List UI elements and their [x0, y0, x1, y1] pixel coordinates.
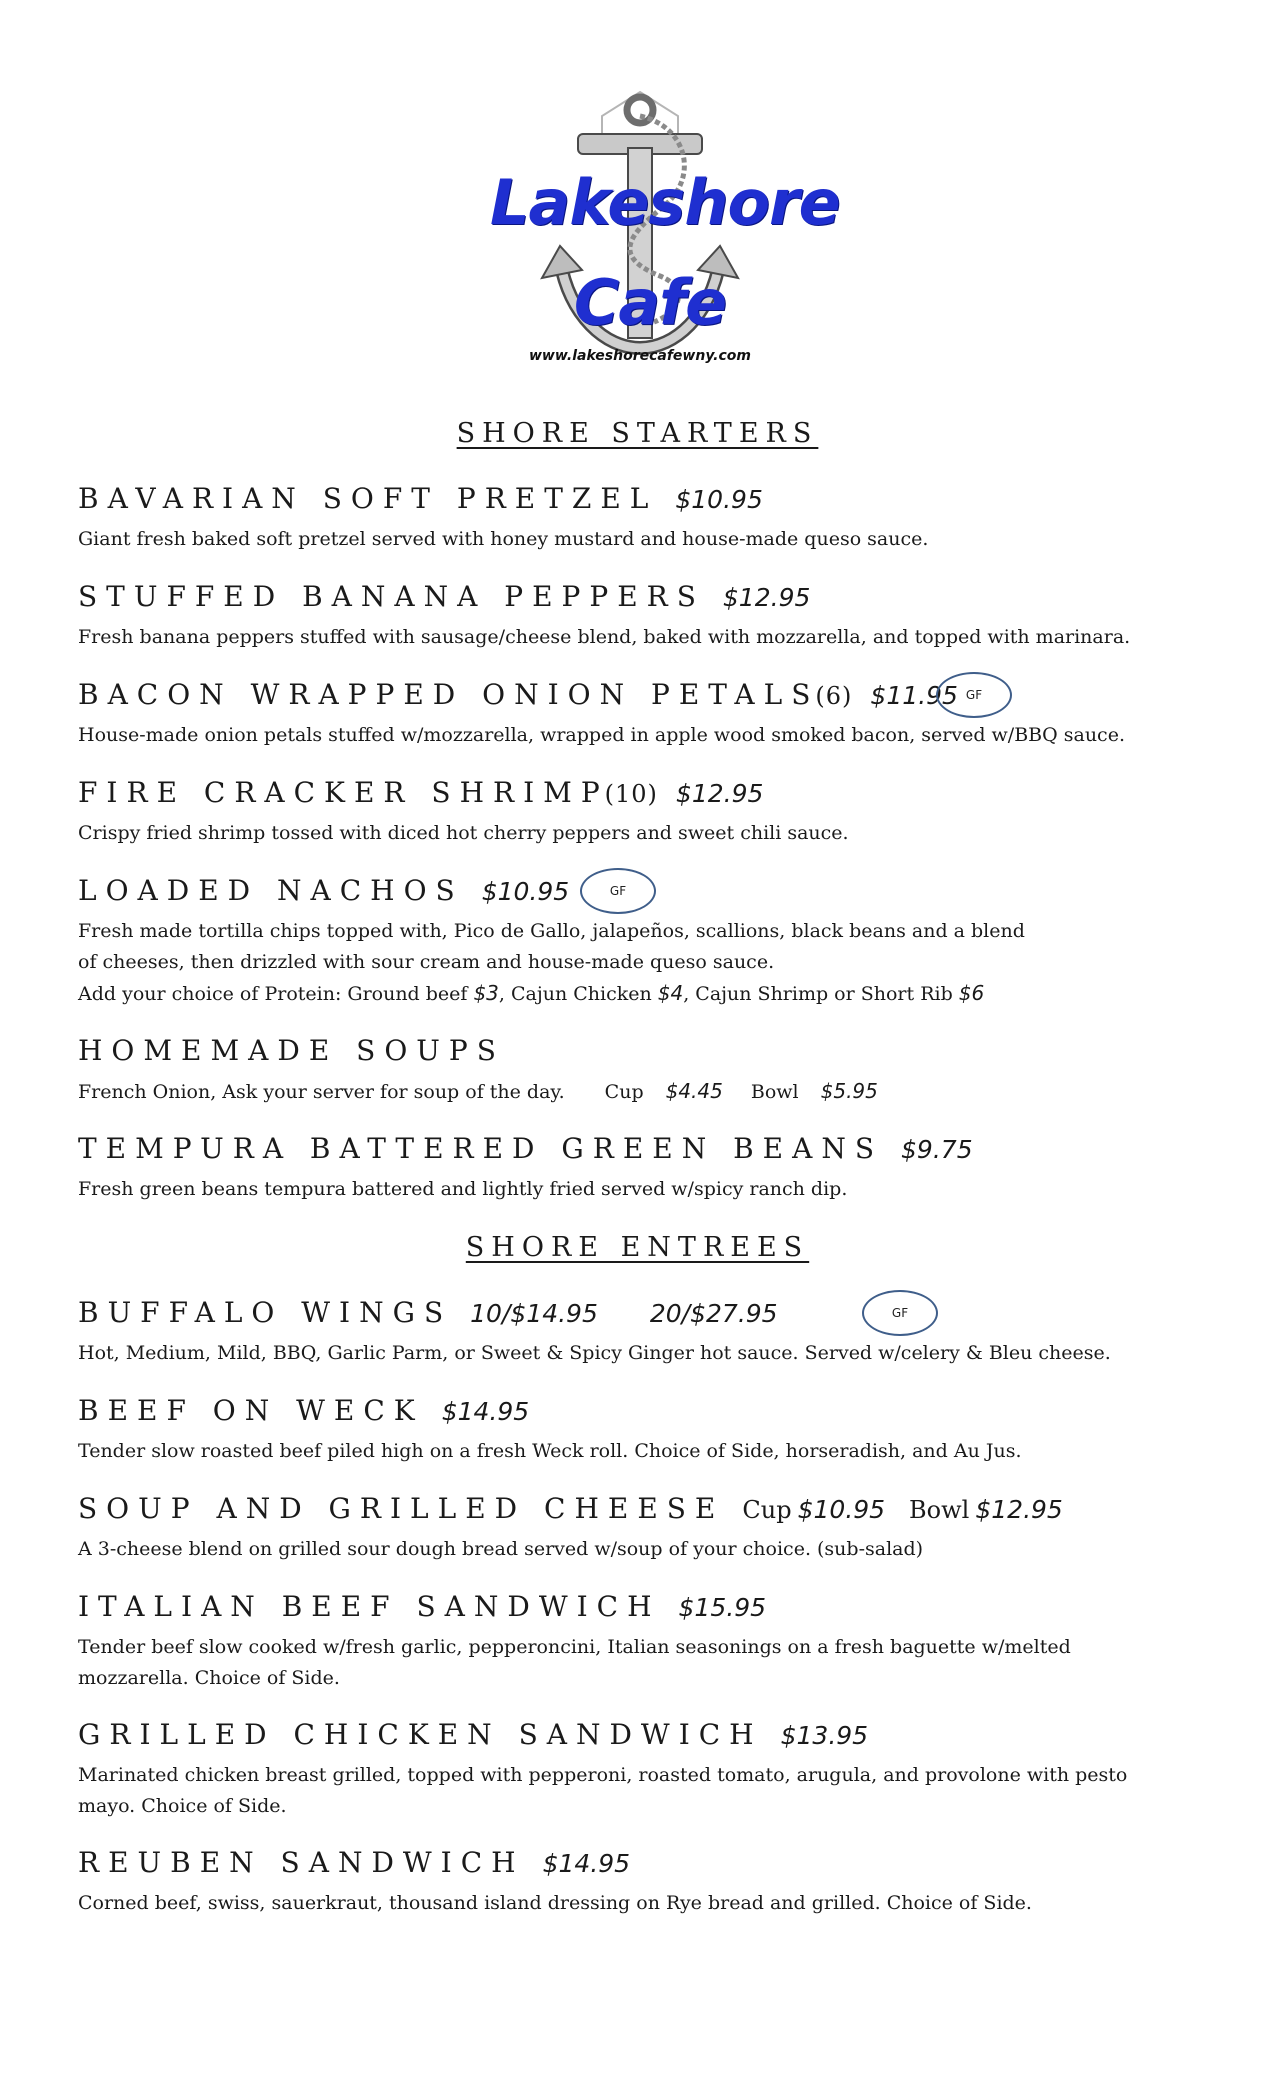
addon-price-shrimp-short-rib: $6: [958, 981, 985, 1005]
protein-addons: [78, 978, 1218, 1010]
menu-item-homemade-soups: [78, 1034, 1218, 1108]
item-price: $11.95: [870, 681, 958, 710]
section-title-entrees: SHORE ENTREES: [465, 1232, 810, 1263]
item-description: Crispy fried shrimp tossed with diced hot cherry peppers and sweet chili sauce.: [78, 822, 849, 844]
item-price: $14.95: [542, 1849, 631, 1878]
menu-item-stuffed-banana-peppers: [78, 580, 1218, 653]
item-name: HOMEMADE SOUPS: [78, 1034, 505, 1067]
item-name: FIRE CRACKER SHRIMP: [78, 776, 609, 809]
menu-item-italian-beef-sandwich: [78, 1590, 1218, 1694]
menu-item-soup-and-grilled-cheese: [78, 1492, 1218, 1565]
cup-price: $10.95: [797, 1495, 886, 1524]
menu-item-buffalo-wings: [78, 1296, 1218, 1369]
item-price-20: 20/$27.95: [649, 1299, 778, 1328]
item-description: Giant fresh baked soft pretzel served with honey mustard and house-made queso sauce.: [78, 528, 929, 550]
menu-item-bacon-wrapped-onion-petals: [78, 678, 1218, 751]
menu-item-grilled-chicken-sandwich: [78, 1718, 1218, 1822]
addon-label-cajun-chicken: , Cajun Chicken: [498, 983, 652, 1005]
bowl-label: Bowl: [909, 1496, 970, 1524]
soup-description: French Onion, Ask your server for soup of the day.: [78, 1081, 565, 1103]
item-description-line-2: of cheeses, then drizzled with sour cream and house-made queso sauce.: [78, 951, 775, 973]
addon-label-ground-beef: Add your choice of Protein: Ground beef: [78, 983, 468, 1005]
logo-website-url: www.lakeshorecafewny.com: [529, 348, 751, 364]
item-name: BEEF ON WECK: [78, 1394, 424, 1427]
item-name: BAVARIAN SOFT PRETZEL: [78, 482, 658, 515]
item-count: (10): [604, 780, 658, 808]
item-name: LOADED NACHOS: [78, 874, 464, 907]
addon-label-shrimp-short-rib: , Cajun Shrimp or Short Rib: [683, 983, 953, 1005]
item-name: BUFFALO WINGS: [78, 1296, 453, 1329]
item-price: $14.95: [441, 1397, 530, 1426]
item-price: $10.95: [675, 485, 763, 514]
item-description: [78, 1076, 1218, 1108]
item-name: BACON WRAPPED ONION PETALS: [78, 678, 820, 711]
item-description: A 3-cheese blend on grilled sour dough bread served w/soup of your choice. (sub-salad): [78, 1538, 924, 1560]
bowl-label: Bowl: [750, 1081, 799, 1103]
gluten-free-badge: GF: [936, 672, 1012, 718]
item-description-line-1: Marinated chicken breast grilled, topped with pepperoni, roasted tomato, arugula, and provolone with pesto: [78, 1764, 1128, 1786]
item-name: STUFFED BANANA PEPPERS: [78, 580, 705, 613]
addon-price-ground-beef: $3: [473, 981, 499, 1005]
item-price: $15.95: [678, 1593, 767, 1622]
item-description-line-1: Tender beef slow cooked w/fresh garlic, pepperoncini, Italian seasonings on a fresh baguette w/melted: [78, 1636, 1071, 1658]
item-name: REUBEN SANDWICH: [78, 1846, 525, 1879]
item-description: Hot, Medium, Mild, BBQ, Garlic Parm, or Sweet & Spicy Ginger hot sauce. Served w/celery & Bleu cheese.: [78, 1342, 1111, 1364]
menu-item-tempura-green-beans: [78, 1132, 1218, 1205]
item-name: SOUP AND GRILLED CHEESE: [78, 1492, 725, 1525]
menu-item-beef-on-weck: [78, 1394, 1218, 1467]
item-price: $13.95: [780, 1721, 869, 1750]
item-price: $9.75: [901, 1135, 973, 1164]
logo-word-lakeshore: Lakeshore: [490, 166, 840, 239]
item-name: ITALIAN BEEF SANDWICH: [78, 1590, 661, 1623]
addon-price-cajun-chicken: $4: [657, 981, 684, 1005]
item-description-line-1: Fresh made tortilla chips topped with, Pico de Gallo, jalapeños, scallions, black beans and a blend: [78, 920, 1025, 942]
menu-item-loaded-nachos: [78, 874, 1218, 1010]
item-description: Tender slow roasted beef piled high on a fresh Weck roll. Choice of Side, horseradish, and Au Jus.: [78, 1440, 1022, 1462]
menu-item-bavarian-pretzel: [78, 482, 1218, 555]
item-description-line-2: mozzarella. Choice of Side.: [78, 1667, 340, 1689]
menu-item-reuben-sandwich: [78, 1846, 1218, 1919]
cup-label: Cup: [742, 1496, 792, 1524]
logo-word-cafe: Cafe: [573, 266, 727, 339]
cup-price: $4.45: [665, 1079, 723, 1103]
cup-label: Cup: [604, 1081, 644, 1103]
item-price: $12.95: [722, 583, 811, 612]
bowl-price: $5.95: [820, 1079, 878, 1103]
gluten-free-badge: GF: [580, 868, 656, 914]
section-title-starters: SHORE STARTERS: [456, 418, 819, 449]
item-description: Fresh green beans tempura battered and lightly fried served w/spicy ranch dip.: [78, 1178, 848, 1200]
item-price: $10.95: [481, 877, 570, 906]
item-price: $12.95: [675, 779, 764, 808]
gluten-free-badge: GF: [862, 1290, 938, 1336]
item-price-10: 10/$14.95: [470, 1299, 598, 1328]
item-description: House-made onion petals stuffed w/mozzarella, wrapped in apple wood smoked bacon, served w/BBQ sauce.: [78, 724, 1125, 746]
item-description: Corned beef, swiss, sauerkraut, thousand island dressing on Rye bread and grilled. Choice of Side.: [78, 1892, 1032, 1914]
item-description: Fresh banana peppers stuffed with sausage/cheese blend, baked with mozzarella, and topped with marinara.: [78, 626, 1131, 648]
item-count: (6): [815, 682, 853, 710]
item-name: TEMPURA BATTERED GREEN BEANS: [78, 1132, 884, 1165]
lakeshore-cafe-logo: [490, 86, 840, 376]
item-name: GRILLED CHICKEN SANDWICH: [78, 1718, 763, 1751]
item-description-line-2: mayo. Choice of Side.: [78, 1795, 287, 1817]
bowl-price: $12.95: [975, 1495, 1063, 1524]
menu-item-fire-cracker-shrimp: [78, 776, 1218, 849]
